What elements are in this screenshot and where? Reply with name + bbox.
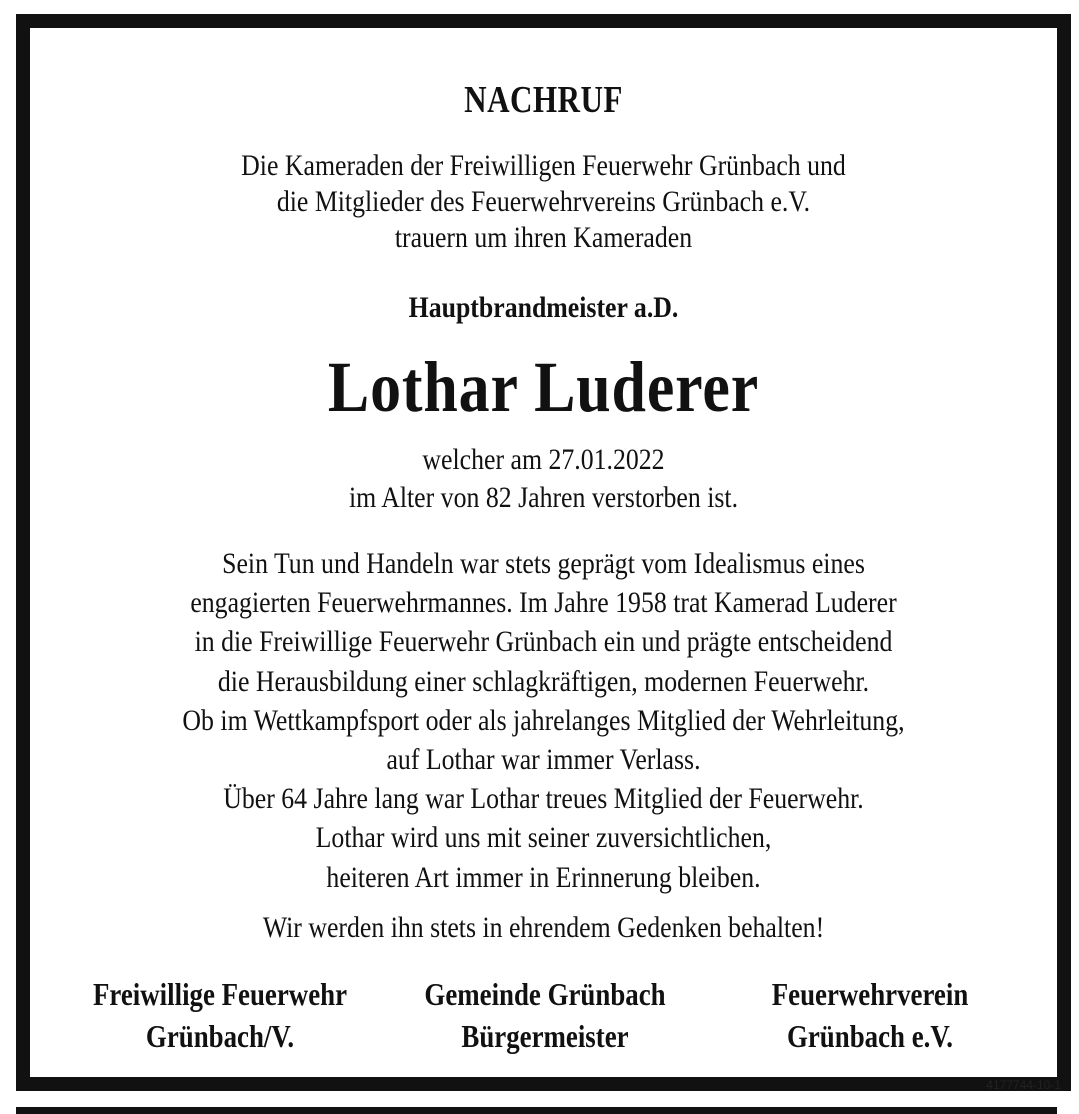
signature-fire-association bbox=[690, 973, 1050, 1057]
tribute-line: die Herausbildung einer schlagkräftigen, modernen Feuerwehr. bbox=[217, 664, 870, 698]
signature-line: Grünbach/V. bbox=[145, 1018, 295, 1054]
notice-title: NACHRUF bbox=[464, 79, 623, 121]
tribute-line: heiteren Art immer in Erinnerung bleiben. bbox=[326, 860, 761, 894]
death-line: welcher am 27.01.2022 bbox=[422, 443, 665, 476]
reference-number: 4177744-10-1 bbox=[986, 1078, 1061, 1092]
signature-block bbox=[30, 973, 1057, 1063]
notice-content bbox=[30, 28, 1057, 1077]
closing-line: Wir werden ihn stets in ehrendem Gedenken behalten! bbox=[262, 911, 825, 944]
signature-line: Gemeinde Grünbach bbox=[424, 976, 666, 1012]
signature-fire-brigade bbox=[40, 973, 400, 1057]
intro-line: Die Kameraden der Freiwilligen Feuerwehr Grünbach und bbox=[241, 149, 846, 182]
death-line: im Alter von 82 Jahren verstorben ist. bbox=[348, 481, 739, 514]
tribute-line: Ob im Wettkampfsport oder als jahrelanges Mitglied der Wehrleitung, bbox=[182, 703, 905, 737]
tribute-line: engagierten Feuerwehrmannes. Im Jahre 1958 trat Kamerad Luderer bbox=[190, 586, 897, 620]
signature-line: Freiwillige Feuerwehr bbox=[92, 976, 348, 1012]
tribute-line: Sein Tun und Handeln war stets geprägt vom Idealismus eines bbox=[222, 547, 865, 580]
bottom-divider bbox=[16, 1107, 1057, 1114]
intro-line: trauern um ihren Kameraden bbox=[394, 221, 693, 254]
tribute-line: in die Freiwillige Feuerwehr Grünbach ein und prägte entscheidend bbox=[194, 625, 893, 659]
tribute-line: Über 64 Jahre lang war Lothar treues Mitglied der Feuerwehr. bbox=[223, 782, 864, 816]
intro-text bbox=[30, 148, 1057, 256]
tribute-line: Lothar wird uns mit seiner zuversichtlichen, bbox=[315, 821, 772, 855]
death-info bbox=[30, 441, 1057, 517]
tribute-text bbox=[30, 544, 1057, 897]
deceased-name: Lothar Luderer bbox=[327, 347, 760, 427]
signature-line: Feuerwehrverein bbox=[771, 976, 969, 1012]
notice-border bbox=[16, 14, 1071, 1091]
signature-municipality bbox=[365, 973, 725, 1057]
signature-line: Bürgermeister bbox=[461, 1018, 629, 1054]
tribute-line: auf Lothar war immer Verlass. bbox=[386, 743, 701, 777]
intro-line: die Mitglieder des Feuerwehrvereins Grünbach e.V. bbox=[276, 185, 811, 218]
deceased-rank: Hauptbrandmeister a.D. bbox=[408, 291, 679, 324]
signature-line: Grünbach e.V. bbox=[786, 1018, 954, 1054]
